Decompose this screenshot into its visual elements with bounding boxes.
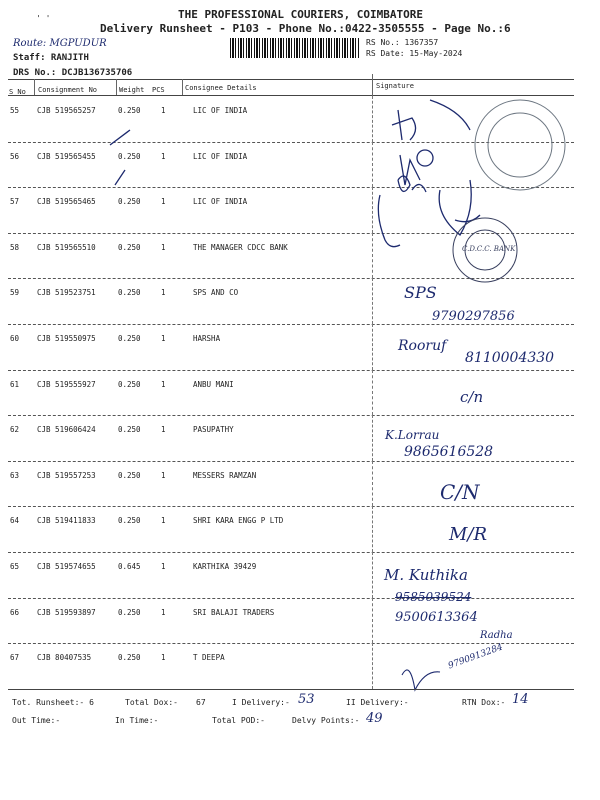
row-weight: 0.250 [118,288,141,298]
sig-ramzan: C/N [440,480,480,504]
row-consignment: CJB 519565455 [37,151,96,161]
row-consignee: THE MANAGER CDCC BANK [193,242,288,252]
row-pcs: 1 [161,470,166,480]
row-pcs: 1 [161,653,166,663]
corner-mark: ' ' [36,14,51,23]
row-consignee: SRI BALAJI TRADERS [193,607,275,617]
col-consignee: Consignee Details [185,84,257,92]
row-consignee: LIC OF INDIA [193,106,248,115]
sig-balaji-phone: 9500613364 [395,610,478,625]
row-consignment: CJB 519606424 [37,425,96,435]
rtn-dox-value: 14 [512,692,529,707]
staff-label: Staff: RANJITH [13,53,89,63]
row-sno: 66 [10,607,20,617]
ii-delivery-label: II Delivery:- [346,698,409,707]
in-time-label: In Time:- [115,716,159,725]
row-consignee: SPS AND CO [193,288,239,298]
row-weight: 0.250 [118,425,141,435]
row-consignee: KARTHIKA 39429 [193,562,257,571]
row-sno: 55 [10,106,20,115]
row-sno: 62 [10,425,20,435]
i-delivery-label: I Delivery:- [232,698,290,707]
sig-sps-phone: 9790297856 [432,309,515,324]
col-consignment: Consignment No [38,86,98,94]
row-consignee: MESSERS RAMZAN [193,470,257,480]
row-weight: 0.250 [118,106,141,115]
row-consignment: CJB 519565510 [37,242,96,252]
row-consignee: HARSHA [193,334,221,343]
row-consignment: CJB 80407535 [37,653,92,663]
sig-pasupathy-phone: 9865616528 [404,444,494,460]
row-consignment: CJB 519411833 [37,516,96,526]
row-pcs: 1 [161,379,166,389]
total-pod-label: Total POD:- [212,716,265,725]
row-sno: 64 [10,516,20,526]
row-pcs: 1 [161,242,166,252]
row-sno: 67 [10,653,20,663]
row-consignment: CJB 519574655 [37,562,96,571]
row-pcs: 1 [161,425,166,435]
drs-number: DRS No.: DCJB136735706 [13,68,133,78]
row-pcs: 1 [161,106,166,115]
out-time-label: Out Time:- [12,716,61,725]
sig-karthika: M. Kuthika [384,566,468,584]
row-consignment: CJB 519523751 [37,288,96,298]
row-consignment: CJB 519555927 [37,379,96,389]
row-weight: 0.250 [118,653,141,663]
row-sno: 58 [10,242,20,252]
route-label: Route: MGPUDUR [13,38,107,49]
row-weight: 0.250 [118,197,141,207]
row-pcs: 1 [161,151,166,161]
row-consignee: LIC OF INDIA [193,151,248,161]
rs-date: RS Date: 15-May-2024 [366,49,463,58]
row-weight: 0.645 [118,562,141,571]
delvy-points-value: 49 [366,711,383,726]
sig-harsha-phone: 8110004330 [465,350,555,366]
total-dox-label: Total Dox:- [125,698,178,707]
bank-stamp-text: C.D.C.C. BANK [462,245,516,253]
row-pcs: 1 [161,197,166,207]
row-sno: 57 [10,197,20,207]
row-weight: 0.250 [118,151,141,161]
row-sno: 59 [10,288,20,298]
row-sno: 56 [10,151,20,161]
row-consignee: T DEEPA [193,653,225,663]
sig-pasupathy-name: K.Lorrau [385,428,440,442]
row-consignee: PASUPATHY [193,425,234,435]
row-pcs: 1 [161,288,166,298]
sig-anbu: c/n [460,388,484,406]
row-consignee: LIC OF INDIA [193,197,248,207]
company-title: THE PROFESSIONAL COURIERS, COIMBATORE [178,8,424,21]
runsheet-title: Delivery Runsheet - P103 - Phone No.:0422-3505555 - Page No.:6 [100,22,511,35]
rtn-dox-label: RTN Dox:- [462,698,506,707]
sig-sps: SPS [404,283,437,302]
row-sno: 63 [10,470,20,480]
row-consignment: CJB 519593897 [37,607,96,617]
col-weight: Weight [119,86,145,94]
row-weight: 0.250 [118,516,141,526]
col-signature: Signature [376,82,414,90]
row-pcs: 1 [161,516,166,526]
row-consignee: SHRI KARA ENGG P LTD [193,516,284,526]
row-consignment: CJB 519565465 [37,197,96,207]
i-delivery-value: 53 [298,692,315,707]
row-weight: 0.250 [118,470,141,480]
col-sno: S No [9,88,26,96]
row-consignment: CJB 519565257 [37,106,96,115]
sig-shri-kara: M/R [449,524,488,545]
sig-karthika-phone: 9585039524 [395,590,472,604]
row-weight: 0.250 [118,607,141,617]
row-weight: 0.250 [118,334,141,343]
row-weight: 0.250 [118,379,141,389]
delvy-points-label: Delvy Points:- [292,716,360,725]
row-pcs: 1 [161,607,166,617]
col-pcs: PCS [152,86,165,94]
sig-deepa-phone: 9790913284 [447,642,505,672]
rs-number: RS No.: 1367357 [366,38,439,47]
row-sno: 65 [10,562,20,571]
row-consignment: CJB 519557253 [37,470,96,480]
row-sno: 61 [10,379,20,389]
row-consignment: CJB 519550975 [37,334,96,343]
row-sno: 60 [10,334,20,343]
total-dox-value: 67 [196,698,206,707]
row-pcs: 1 [161,562,166,571]
sig-harsha: Rooruf [398,338,447,354]
row-consignee: ANBU MANI [193,379,234,389]
row-weight: 0.250 [118,242,141,252]
tot-runsheet: Tot. Runsheet:- 6 [12,698,94,707]
sig-balaji-name: Radha [480,630,513,641]
row-pcs: 1 [161,334,166,343]
